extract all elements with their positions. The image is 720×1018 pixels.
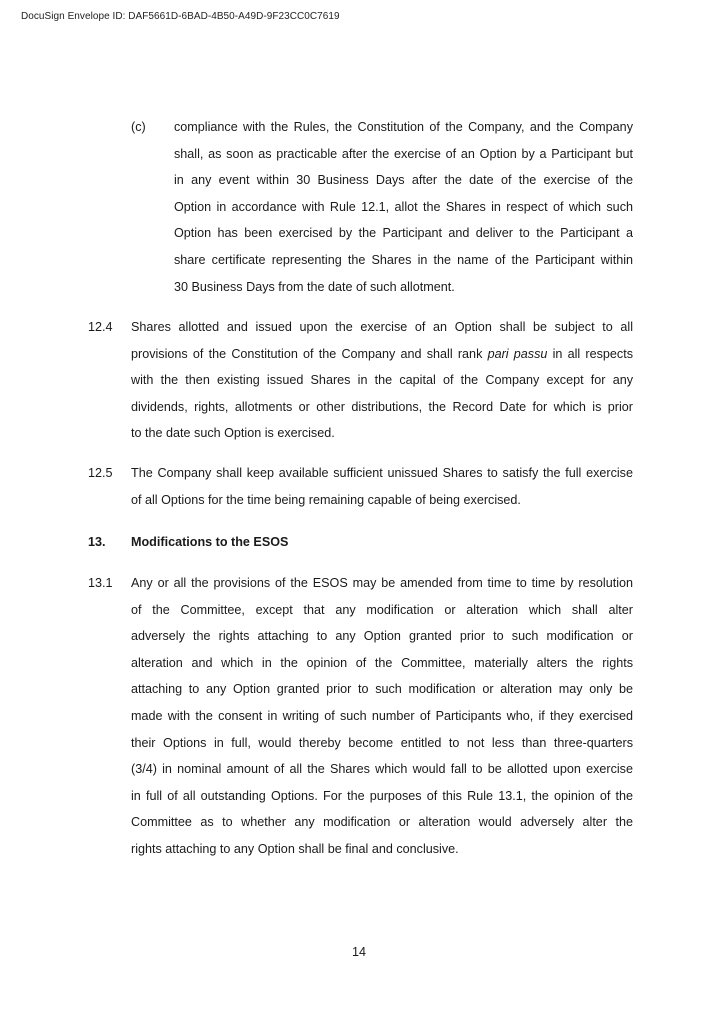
text-line: attaching to any Option granted prior to such modification or alteration may only be <box>131 682 633 697</box>
clause-13-1-body <box>131 575 633 868</box>
text-line: Option in accordance with Rule 12.1, allot the Shares in respect of which such <box>174 199 633 214</box>
text-line: alteration and which in the opinion of the Committee, materially alters the rights <box>131 655 633 670</box>
text-line: of all Options for the time being remaining capable of being exercised. <box>131 492 521 507</box>
clause-12-3c-label: (c) <box>131 120 146 134</box>
text-line: in full of all outstanding Options. For the purposes of this Rule 13.1, the opinion of the <box>131 788 633 803</box>
text-line: their Options in full, would thereby become entitled to not less than three-quarters <box>131 735 633 750</box>
clause-12-3c-body <box>174 119 633 305</box>
clause-12-5-number: 12.5 <box>88 466 113 480</box>
text-line: compliance with the Rules, the Constitution of the Company, and the Company <box>174 120 633 134</box>
section-13-number: 13. <box>88 535 106 549</box>
text-line: shall, as soon as practicable after the exercise of an Option by a Participant but <box>174 146 633 161</box>
text-line: Any or all the provisions of the ESOS may be amended from time to time by resolution <box>131 576 633 590</box>
text-line: made with the consent in writing of such number of Participants who, if they exercised <box>131 708 633 723</box>
text-line: in any event within 30 Business Days after the date of the exercise of the <box>174 173 633 188</box>
text-line: Option has been exercised by the Participant and deliver to the Participant a <box>174 226 633 241</box>
text-line: with the then existing issued Shares in the capital of the Company except for any <box>131 373 633 388</box>
text-line: The Company shall keep available sufficient unissued Shares to satisfy the full exercise <box>131 466 633 480</box>
text-line: (3/4) in nominal amount of all the Shares which would fall to be allotted upon exercise <box>131 762 633 777</box>
text-line: rights attaching to any Option shall be final and conclusive. <box>131 841 459 856</box>
text-line: Committee as to whether any modification or alteration would adversely alter the <box>131 815 633 830</box>
text-segment: provisions of the Constitution of the Company and shall rank <box>131 346 488 361</box>
text-line: 30 Business Days from the date of such allotment. <box>174 279 455 294</box>
text-line: dividends, rights, allotments or other distributions, the Record Date for which is prior <box>131 399 633 414</box>
italic-term-pari-passu: pari passu <box>487 346 548 361</box>
text-segment: in all respects <box>547 346 633 361</box>
section-13-title: Modifications to the ESOS <box>131 535 289 549</box>
page-number: 14 <box>352 945 367 959</box>
docusign-envelope-id: DocuSign Envelope ID: DAF5661D-6BAD-4B50-A49D-9F23CC0C7619 <box>21 11 340 22</box>
clause-12-5-body <box>131 465 633 518</box>
text-line: of the Committee, except that any modification or alteration which shall alter <box>131 602 633 617</box>
text-line: to the date such Option is exercised. <box>131 426 335 441</box>
text-line: Shares allotted and issued upon the exercise of an Option shall be subject to all <box>131 320 633 334</box>
clause-12-4-number: 12.4 <box>88 320 113 334</box>
text-line: share certificate representing the Shares in the name of the Participant within <box>174 252 633 267</box>
text-line: adversely the rights attaching to any Option granted prior to such modification or <box>131 629 633 644</box>
clause-13-1-number: 13.1 <box>88 576 113 590</box>
text-line <box>131 346 633 373</box>
clause-12-4-body <box>131 319 633 452</box>
